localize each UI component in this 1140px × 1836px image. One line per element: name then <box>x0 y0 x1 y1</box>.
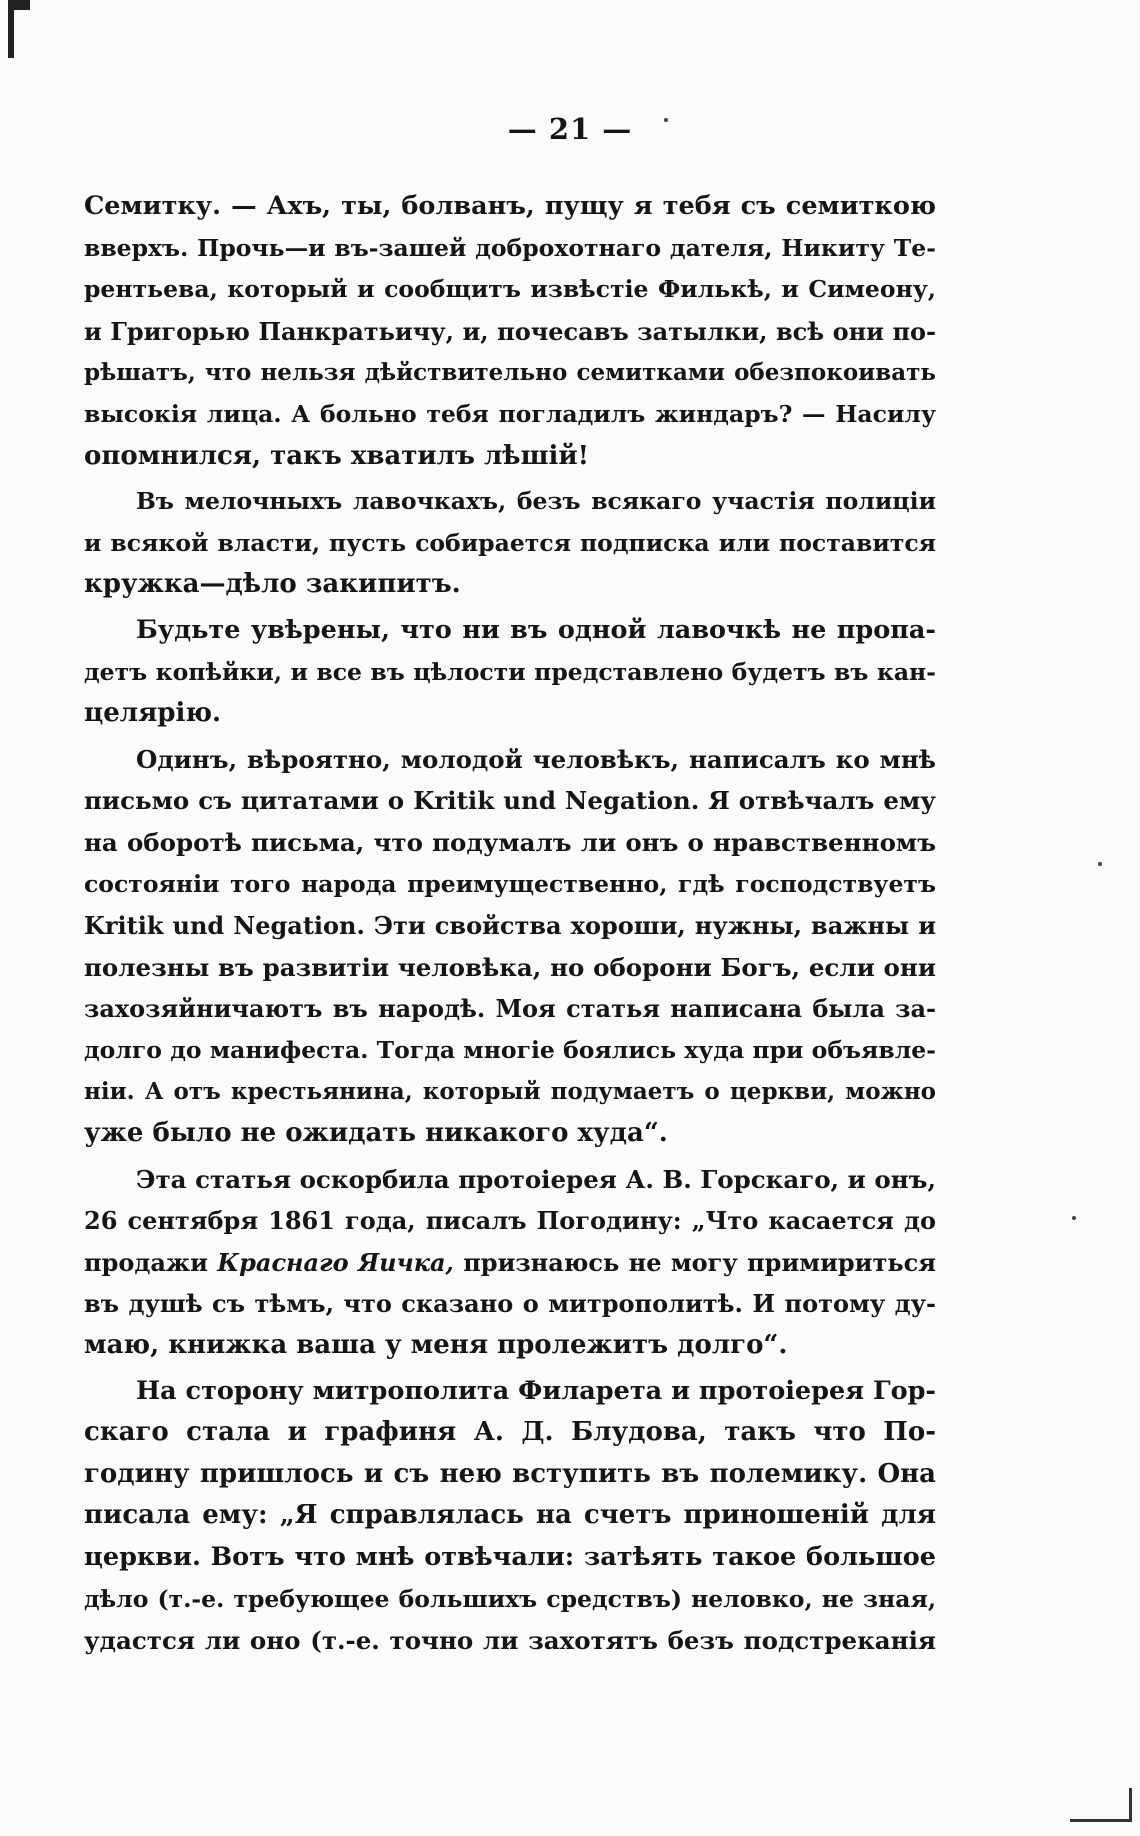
text-line: скаго стала и графиня А. Д. Блудова, такъ что По- <box>84 1417 936 1448</box>
text-line: Kritik und Negation. Эти свойства хороши, нужны, важны и <box>84 911 936 941</box>
text-line: уже было не ожидать никакого худа“. <box>84 1118 668 1149</box>
text-line: Семитку. — Ахъ, ты, болванъ, пущу я тебя съ семиткою <box>84 191 936 221</box>
text-line: 26 сентября 1861 года, писалъ Погодину: „Что касается до <box>84 1206 936 1236</box>
text-line: дѣло (т.-е. требующее большихъ средствъ) неловко, не зная, <box>84 1584 936 1613</box>
paragraph <box>84 1371 936 1662</box>
text-line: въ душѣ съ тѣмъ, что сказано о митрополитѣ. И потому ду- <box>84 1289 936 1319</box>
text-line: полезны въ развитіи человѣка, но оборони Богъ, если они <box>84 952 936 982</box>
paragraph <box>84 481 936 606</box>
text-line: маю, книжка ваша у меня пролежитъ долго“. <box>84 1330 788 1361</box>
paragraph <box>84 610 936 735</box>
text-run: продажи <box>84 1247 218 1277</box>
text-line: рѣшатъ, что нельзя дѣйствительно семитками обезпокоивать <box>84 359 936 387</box>
text-line: и Григорью Панкратьичу, и, почесавъ затылки, всѣ они по- <box>84 316 936 346</box>
scan-speck <box>1098 862 1102 866</box>
scan-edge-mark <box>8 0 30 10</box>
scan-speck <box>1072 1216 1076 1220</box>
text-line: опомнился, такъ хватилъ лѣшій! <box>84 440 590 471</box>
text-line: ніи. А отъ крестьянина, который подумаетъ о церкви, можно <box>84 1078 936 1106</box>
scan-edge-mark <box>1129 1788 1132 1822</box>
body-text <box>84 186 936 1666</box>
text-line: детъ копѣйки, и все въ цѣлости представлено будетъ въ кан- <box>84 657 936 686</box>
text-line: Будьте увѣрены, что ни въ одной лавочкѣ не пропа- <box>136 614 936 645</box>
text-run: признаюсь не могу примириться <box>453 1247 936 1277</box>
italic-book-title: Краснаго Яичка, <box>217 1247 454 1277</box>
text-line: рентьева, который и сообщитъ извѣстіе Филькѣ, и Симеону, <box>84 275 936 304</box>
text-line: кружка—дѣло закипитъ. <box>84 569 461 600</box>
scan-edge-mark <box>1070 1819 1132 1822</box>
text-line: писала ему: „Я справлялась на счетъ приношеній для <box>84 1500 936 1531</box>
text-line: на оборотѣ письма, что подумалъ ли онъ о нравственномъ <box>84 827 936 857</box>
text-line: Въ мелочныхъ лавочкахъ, безъ всякаго участія полиціи <box>136 487 936 516</box>
paragraph <box>84 186 936 477</box>
text-line: Эта статья оскорбила протоіерея А. В. Горскаго, и онъ, <box>136 1164 936 1194</box>
text-line: целярію. <box>84 698 222 729</box>
text-line: и всякой власти, пусть собирается подписка или поставится <box>84 528 936 557</box>
text-line: годину пришлось и съ нею вступить въ полемику. Она <box>84 1458 936 1489</box>
paragraph <box>84 739 936 1155</box>
text-line: На сторону митрополита Филарета и протоіерея Гор- <box>136 1375 936 1406</box>
text-line: захозяйничаютъ въ народѣ. Моя статья написана была за- <box>84 994 936 1024</box>
text-line: вверхъ. Прочь—и въ-зашей доброхотнаго дателя, Никиту Те- <box>84 233 936 262</box>
text-line: удастся ли оно (т.-е. точно ли захотятъ безъ подстреканія <box>84 1626 936 1656</box>
text-line: долго до манифеста. Тогда многіе боялись худа при объявле- <box>84 1035 936 1064</box>
text-line: состояніи того народа преимущественно, гдѣ господствуетъ <box>84 869 936 898</box>
page-number: — 21 — <box>507 112 633 146</box>
text-line <box>84 1242 936 1284</box>
text-line: церкви. Вотъ что мнѣ отвѣчали: затѣять такое большое <box>84 1542 936 1572</box>
text-line: высокія лица. А больно тебя погладилъ жиндаръ? — Насилу <box>84 399 936 428</box>
paragraph <box>84 1159 936 1367</box>
text-line: письмо съ цитатами о Kritik und Negation. Я отвѣчалъ ему <box>84 786 936 816</box>
text-line: Одинъ, вѣроятно, молодой человѣкъ, написалъ ко мнѣ <box>136 744 936 774</box>
